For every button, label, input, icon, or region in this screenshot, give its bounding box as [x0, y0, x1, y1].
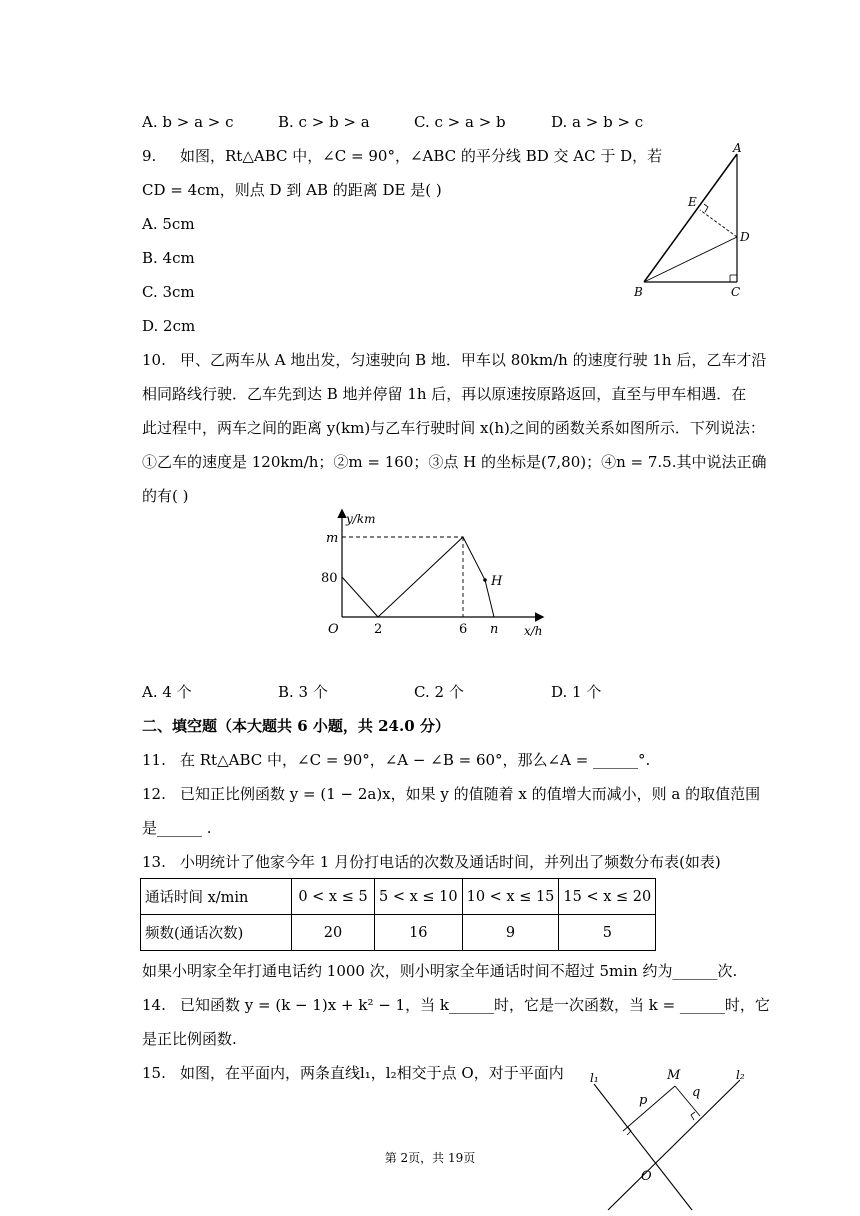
table-cell: 15 < x ≤ 20	[559, 879, 656, 915]
origin-label: O	[328, 622, 339, 637]
q14-line2: 是正比例函数.	[142, 1030, 237, 1048]
q9-option-a: A. 5cm	[142, 215, 195, 233]
x-tick-6: 6	[459, 622, 468, 637]
table-cell: 0 < x ≤ 5	[292, 879, 375, 915]
x-tick-2: 2	[374, 622, 383, 637]
label-m: M	[667, 1068, 681, 1083]
y-axis-label: y/km	[346, 512, 376, 526]
x-axis-label: x/h	[524, 624, 543, 638]
table-cell: 20	[292, 915, 375, 951]
table-cell: 5	[559, 915, 656, 951]
table-cell: 频数(通话次数)	[141, 915, 292, 951]
label-p: p	[639, 1093, 648, 1108]
label-d: D	[740, 230, 750, 244]
q8-option-d: D. a > b > c	[551, 113, 644, 131]
table-cell: 5 < x ≤ 10	[375, 879, 463, 915]
q10-option-a: A. 4 个	[142, 683, 192, 701]
label-h: H	[491, 574, 503, 589]
q15-lines-figure	[580, 1062, 760, 1212]
table-cell: 通话时间 x/min	[141, 879, 292, 915]
q11-line: 11. 在 Rt△ABC 中，∠C = 90°，∠A − ∠B = 60°，那么∠A = ______°.	[142, 751, 651, 769]
q10-line3: 此过程中，两车之间的距离 y(km)与乙车行驶时间 x(h)之间的函数关系如图所示．下列说法：	[142, 419, 765, 437]
q10-line1: 10. 甲、乙两车从 A 地出发，匀速驶向 B 地．甲车以 80km/h 的速度行驶 1h 后，乙车才沿	[142, 351, 767, 369]
page-footer: 第 2页，共 19页	[384, 1151, 476, 1165]
q15-number: 15.	[142, 1064, 166, 1082]
q10-line2: 相同路线行驶．乙车先到达 B 地并停留 1h 后，再以原速按原路返回，直至与甲车相遇．在	[142, 385, 747, 403]
label-b: B	[634, 285, 643, 299]
q12-line1: 12. 已知正比例函数 y = (1 − 2a)x，如果 y 的值随着 x 的值增大而减小，则 a 的取值范围	[142, 785, 761, 803]
q13-line: 13. 小明统计了他家今年 1 月份打电话的次数及通话时间，并列出了频数分布表(如表)	[142, 853, 721, 871]
table-cell: 9	[462, 915, 559, 951]
q9-triangle-figure	[630, 140, 760, 305]
table-header-row	[141, 879, 656, 915]
label-q: q	[692, 1085, 701, 1100]
q12-number: 12.	[142, 785, 166, 803]
q8-option-b: B. c > b > a	[278, 113, 370, 131]
q14-number: 14.	[142, 996, 166, 1014]
segment-de	[700, 210, 737, 237]
side-ab	[644, 154, 737, 282]
x-tick-n: n	[490, 622, 499, 637]
q8-option-c: C. c > a > b	[414, 113, 506, 131]
label-e: E	[688, 195, 697, 209]
q10-option-c: C. 2 个	[414, 683, 464, 701]
table-cell: 16	[375, 915, 463, 951]
q12-line2: 是______ .	[142, 819, 212, 837]
y-tick-m: m	[326, 531, 339, 546]
q8-option-a: A. b > a > c	[142, 113, 234, 131]
point-h	[483, 578, 487, 582]
q10-option-d: D. 1 个	[551, 683, 602, 701]
q9-option-d: D. 2cm	[142, 317, 196, 335]
table-cell: 10 < x ≤ 15	[462, 879, 559, 915]
q10-line4: ①乙车的速度是 120km/h；②m = 160；③点 H 的坐标是(7,80)；④n = 7.5.其中说法正确	[142, 453, 767, 471]
q9-number: 9.	[142, 147, 157, 165]
q9-line2: CD = 4cm，则点 D 到 AB 的距离 DE 是( )	[142, 181, 442, 199]
q13-after-line: 如果小明家全年打通电话约 1000 次，则小明家全年通话时间不超过 5min 约为______次.	[142, 962, 738, 980]
q14-line1: 14. 已知函数 y = (k − 1)x + k² − 1，当 k______时，它是一次函数，当 k = ______时，它	[142, 996, 770, 1014]
q15-line: 15. 如图，在平面内，两条直线l₁，l₂相交于点 O，对于平面内	[142, 1064, 564, 1082]
label-a: A	[733, 141, 742, 155]
segment-bd	[644, 237, 737, 282]
q9-option-c: C. 3cm	[142, 283, 195, 301]
q10-line5: 的有( )	[142, 487, 189, 505]
q10-option-b: B. 3 个	[278, 683, 328, 701]
q10-number: 10.	[142, 351, 166, 369]
distance-line	[342, 537, 494, 617]
q9-option-b: B. 4cm	[142, 249, 195, 267]
label-l2: l₂	[736, 1068, 745, 1082]
table-row	[141, 915, 656, 951]
q10-distance-graph	[310, 505, 560, 645]
q9-line1: 9. 如图，Rt△ABC 中，∠C = 90°，∠ABC 的平分线 BD 交 AC 于 D，若	[142, 147, 663, 165]
label-o: O	[641, 1169, 652, 1184]
y-tick-80: 80	[321, 571, 338, 586]
section-2-title: 二、填空题（本大题共 6 小题，共 24.0 分）	[142, 717, 450, 735]
distance-p	[623, 1086, 675, 1131]
label-l1: l₁	[590, 1071, 599, 1085]
label-c: C	[731, 285, 741, 299]
q13-number: 13.	[142, 853, 166, 871]
frequency-table	[140, 878, 656, 951]
q11-number: 11.	[142, 751, 166, 769]
line-l2	[608, 1080, 740, 1210]
